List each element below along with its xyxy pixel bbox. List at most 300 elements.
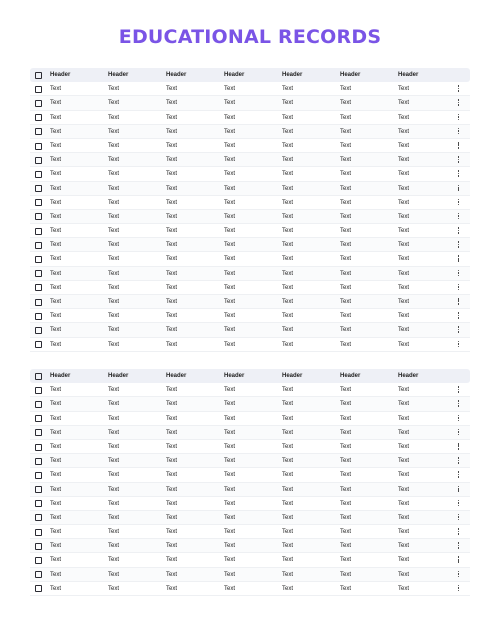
table-cell: Text bbox=[224, 585, 236, 592]
table-row bbox=[30, 111, 470, 125]
more-vertical-icon[interactable] bbox=[457, 457, 460, 466]
table-cell: Text bbox=[166, 86, 178, 93]
table-cell: Text bbox=[398, 472, 410, 479]
column-header: Header bbox=[166, 72, 187, 78]
row-checkbox[interactable] bbox=[35, 341, 42, 348]
table-cell: Text bbox=[50, 270, 62, 277]
table-cell: Text bbox=[340, 543, 352, 550]
table-row bbox=[30, 139, 470, 153]
table-cell: Text bbox=[340, 486, 352, 493]
row-checkbox[interactable] bbox=[35, 529, 42, 536]
table-cell: Text bbox=[166, 313, 178, 320]
table-cell: Text bbox=[282, 86, 294, 93]
table-cell: Text bbox=[108, 128, 120, 135]
table-cell: Text bbox=[108, 313, 120, 320]
table-cell: Text bbox=[166, 557, 178, 564]
row-checkbox[interactable] bbox=[35, 486, 42, 493]
table-cell: Text bbox=[224, 500, 236, 507]
more-vertical-icon[interactable] bbox=[457, 227, 460, 236]
table-cell: Text bbox=[50, 543, 62, 550]
table-cell: Text bbox=[398, 543, 410, 550]
row-checkbox[interactable] bbox=[35, 557, 42, 564]
table-cell: Text bbox=[166, 242, 178, 249]
row-checkbox[interactable] bbox=[35, 86, 42, 93]
row-checkbox[interactable] bbox=[35, 128, 42, 135]
table-row bbox=[30, 252, 470, 266]
more-vertical-icon[interactable] bbox=[457, 85, 460, 94]
table-cell: Text bbox=[282, 529, 294, 536]
table-cell: Text bbox=[224, 142, 236, 149]
table-cell: Text bbox=[108, 443, 120, 450]
more-vertical-icon[interactable] bbox=[457, 213, 460, 222]
table-cell: Text bbox=[398, 387, 410, 394]
table-cell: Text bbox=[166, 486, 178, 493]
more-vertical-icon[interactable] bbox=[457, 241, 460, 250]
table-cell: Text bbox=[224, 185, 236, 192]
table-cell: Text bbox=[282, 299, 294, 305]
table-cell: Text bbox=[50, 199, 62, 206]
more-vertical-icon[interactable] bbox=[457, 99, 460, 108]
table-cell: Text bbox=[108, 415, 120, 422]
table-cell: Text bbox=[398, 585, 410, 592]
row-checkbox[interactable] bbox=[35, 256, 42, 263]
table-cell: Text bbox=[50, 256, 62, 263]
more-vertical-icon[interactable] bbox=[457, 400, 460, 409]
table-cell: Text bbox=[282, 171, 294, 178]
table-cell: Text bbox=[166, 529, 178, 536]
column-header: Header bbox=[398, 72, 419, 78]
table-cell: Text bbox=[340, 299, 352, 305]
table-cell: Text bbox=[224, 415, 236, 422]
table-cell: Text bbox=[50, 142, 62, 149]
table-cell: Text bbox=[108, 500, 120, 507]
table-cell: Text bbox=[224, 458, 236, 465]
table-cell: Text bbox=[166, 571, 178, 578]
table-cell: Text bbox=[340, 86, 352, 93]
table-cell: Text bbox=[108, 514, 120, 521]
column-header: Header bbox=[340, 72, 361, 78]
table-row bbox=[30, 167, 470, 181]
table-cell: Text bbox=[398, 486, 410, 493]
table-cell: Text bbox=[224, 429, 236, 436]
more-vertical-icon[interactable] bbox=[457, 486, 460, 495]
table-cell: Text bbox=[282, 571, 294, 578]
table-cell: Text bbox=[282, 185, 294, 192]
table-cell: Text bbox=[282, 114, 294, 121]
row-checkbox[interactable] bbox=[35, 114, 42, 121]
table-cell: Text bbox=[282, 585, 294, 592]
table-cell: Text bbox=[398, 500, 410, 507]
table-cell: Text bbox=[282, 199, 294, 206]
row-checkbox[interactable] bbox=[35, 270, 42, 277]
row-checkbox[interactable] bbox=[35, 299, 42, 306]
table-cell: Text bbox=[282, 242, 294, 249]
row-checkbox[interactable] bbox=[35, 500, 42, 507]
table-cell: Text bbox=[50, 242, 62, 249]
row-checkbox[interactable] bbox=[35, 284, 42, 291]
table-cell: Text bbox=[398, 157, 410, 164]
row-checkbox[interactable] bbox=[35, 514, 42, 521]
table-cell: Text bbox=[340, 100, 352, 107]
row-checkbox[interactable] bbox=[35, 157, 42, 164]
table-cell: Text bbox=[398, 401, 410, 408]
table-cell: Text bbox=[398, 114, 410, 121]
table-cell: Text bbox=[340, 313, 352, 320]
table-cell: Text bbox=[108, 341, 120, 348]
table-cell: Text bbox=[166, 157, 178, 164]
table-cell: Text bbox=[166, 327, 178, 334]
more-vertical-icon[interactable] bbox=[457, 326, 460, 335]
table-row bbox=[30, 309, 470, 323]
table-cell: Text bbox=[340, 529, 352, 536]
table-row bbox=[30, 440, 470, 454]
more-vertical-icon[interactable] bbox=[457, 114, 460, 123]
table-cell: Text bbox=[282, 458, 294, 465]
table-cell: Text bbox=[398, 142, 410, 149]
page-title: EDUCATIONAL RECORDS bbox=[118, 26, 382, 48]
table-cell: Text bbox=[108, 242, 120, 249]
table-cell: Text bbox=[398, 341, 410, 348]
table-cell: Text bbox=[224, 571, 236, 578]
more-vertical-icon[interactable] bbox=[457, 156, 460, 165]
table-cell: Text bbox=[224, 157, 236, 164]
table-cell: Text bbox=[224, 171, 236, 178]
more-vertical-icon[interactable] bbox=[457, 443, 460, 452]
table-row bbox=[30, 210, 470, 224]
table-cell: Text bbox=[166, 387, 178, 394]
table-cell: Text bbox=[108, 270, 120, 277]
table-cell: Text bbox=[50, 486, 62, 493]
table-cell: Text bbox=[398, 327, 410, 334]
table-cell: Text bbox=[398, 213, 410, 220]
table-cell: Text bbox=[340, 571, 352, 578]
more-vertical-icon[interactable] bbox=[457, 298, 460, 307]
table-cell: Text bbox=[398, 199, 410, 206]
table-cell: Text bbox=[108, 472, 120, 479]
row-checkbox[interactable] bbox=[35, 571, 42, 578]
table-row bbox=[30, 582, 470, 596]
table-cell: Text bbox=[166, 401, 178, 408]
row-checkbox[interactable] bbox=[35, 100, 42, 107]
table-cell: Text bbox=[108, 256, 120, 263]
table-cell: Text bbox=[282, 284, 294, 291]
column-header: Header bbox=[50, 72, 71, 78]
table-cell: Text bbox=[108, 299, 120, 305]
table-cell: Text bbox=[398, 299, 410, 305]
more-vertical-icon[interactable] bbox=[457, 429, 460, 438]
records-table-2 bbox=[30, 369, 470, 596]
table-cell: Text bbox=[340, 387, 352, 394]
table-cell: Text bbox=[166, 458, 178, 465]
table-cell: Text bbox=[340, 458, 352, 465]
table-cell: Text bbox=[340, 142, 352, 149]
table-cell: Text bbox=[340, 242, 352, 249]
table-cell: Text bbox=[282, 401, 294, 408]
table-cell: Text bbox=[340, 114, 352, 121]
row-checkbox[interactable] bbox=[35, 228, 42, 235]
column-header: Header bbox=[282, 72, 303, 78]
column-header: Header bbox=[224, 72, 245, 78]
table-cell: Text bbox=[166, 185, 178, 192]
table-cell: Text bbox=[282, 429, 294, 436]
more-vertical-icon[interactable] bbox=[457, 556, 460, 565]
more-vertical-icon[interactable] bbox=[457, 270, 460, 279]
more-vertical-icon[interactable] bbox=[457, 255, 460, 264]
table-cell: Text bbox=[398, 86, 410, 93]
table-row bbox=[30, 96, 470, 110]
column-header: Header bbox=[224, 373, 245, 379]
table-cell: Text bbox=[50, 213, 62, 220]
more-vertical-icon[interactable] bbox=[457, 312, 460, 321]
table-cell: Text bbox=[224, 86, 236, 93]
more-vertical-icon[interactable] bbox=[457, 386, 460, 395]
table-cell: Text bbox=[108, 228, 120, 235]
select-all-checkbox[interactable] bbox=[35, 72, 42, 79]
more-vertical-icon[interactable] bbox=[457, 199, 460, 208]
table-cell: Text bbox=[340, 514, 352, 521]
table-row bbox=[30, 539, 470, 553]
table-cell: Text bbox=[282, 256, 294, 263]
row-checkbox[interactable] bbox=[35, 171, 42, 178]
table-cell: Text bbox=[282, 313, 294, 320]
table-cell: Text bbox=[340, 256, 352, 263]
table-row bbox=[30, 238, 470, 252]
row-checkbox[interactable] bbox=[35, 213, 42, 220]
table-cell: Text bbox=[224, 199, 236, 206]
table-cell: Text bbox=[398, 242, 410, 249]
table-cell: Text bbox=[224, 228, 236, 235]
table-cell: Text bbox=[50, 429, 62, 436]
table-cell: Text bbox=[108, 557, 120, 564]
table-row bbox=[30, 224, 470, 238]
table-row bbox=[30, 182, 470, 196]
row-checkbox[interactable] bbox=[35, 415, 42, 422]
table-cell: Text bbox=[166, 199, 178, 206]
table-cell: Text bbox=[224, 114, 236, 121]
more-vertical-icon[interactable] bbox=[457, 284, 460, 293]
table-cell: Text bbox=[108, 284, 120, 291]
select-all-checkbox[interactable] bbox=[35, 373, 42, 380]
table-cell: Text bbox=[340, 157, 352, 164]
column-header: Header bbox=[398, 373, 419, 379]
table-cell: Text bbox=[224, 128, 236, 135]
more-vertical-icon[interactable] bbox=[457, 170, 460, 179]
table-cell: Text bbox=[340, 213, 352, 220]
column-header: Header bbox=[108, 373, 129, 379]
table-row bbox=[30, 468, 470, 482]
table-cell: Text bbox=[282, 228, 294, 235]
table-row bbox=[30, 497, 470, 511]
row-checkbox[interactable] bbox=[35, 327, 42, 334]
row-checkbox[interactable] bbox=[35, 543, 42, 550]
table-cell: Text bbox=[340, 401, 352, 408]
records-table-1 bbox=[30, 68, 470, 352]
table-row bbox=[30, 525, 470, 539]
table-cell: Text bbox=[398, 571, 410, 578]
table-cell: Text bbox=[166, 142, 178, 149]
table-row bbox=[30, 383, 470, 397]
table-cell: Text bbox=[282, 270, 294, 277]
table-cell: Text bbox=[50, 185, 62, 192]
table-cell: Text bbox=[282, 415, 294, 422]
table-cell: Text bbox=[108, 213, 120, 220]
table-cell: Text bbox=[108, 114, 120, 121]
row-checkbox[interactable] bbox=[35, 458, 42, 465]
more-vertical-icon[interactable] bbox=[457, 142, 460, 151]
table-cell: Text bbox=[224, 270, 236, 277]
table-cell: Text bbox=[398, 171, 410, 178]
table-cell: Text bbox=[50, 387, 62, 394]
more-vertical-icon[interactable] bbox=[457, 542, 460, 551]
table-row bbox=[30, 82, 470, 96]
table-cell: Text bbox=[224, 529, 236, 536]
table-cell: Text bbox=[166, 213, 178, 220]
table-cell: Text bbox=[166, 415, 178, 422]
table-cell: Text bbox=[224, 213, 236, 220]
more-vertical-icon[interactable] bbox=[457, 571, 460, 580]
table-cell: Text bbox=[166, 543, 178, 550]
row-checkbox[interactable] bbox=[35, 429, 42, 436]
table-cell: Text bbox=[340, 472, 352, 479]
table-row bbox=[30, 568, 470, 582]
table-row bbox=[30, 483, 470, 497]
table-cell: Text bbox=[108, 585, 120, 592]
table-cell: Text bbox=[340, 429, 352, 436]
table-cell: Text bbox=[108, 142, 120, 149]
table-cell: Text bbox=[108, 157, 120, 164]
more-vertical-icon[interactable] bbox=[457, 514, 460, 523]
table-cell: Text bbox=[166, 299, 178, 305]
table-cell: Text bbox=[108, 387, 120, 394]
more-vertical-icon[interactable] bbox=[457, 585, 460, 594]
table-cell: Text bbox=[166, 284, 178, 291]
table-cell: Text bbox=[282, 500, 294, 507]
table-cell: Text bbox=[398, 256, 410, 263]
table-cell: Text bbox=[166, 443, 178, 450]
table-cell: Text bbox=[50, 86, 62, 93]
more-vertical-icon[interactable] bbox=[457, 128, 460, 137]
table-cell: Text bbox=[340, 284, 352, 291]
more-vertical-icon[interactable] bbox=[457, 500, 460, 509]
table-cell: Text bbox=[282, 472, 294, 479]
table-cell: Text bbox=[166, 114, 178, 121]
table-cell: Text bbox=[166, 514, 178, 521]
table-cell: Text bbox=[282, 341, 294, 348]
table-cell: Text bbox=[108, 571, 120, 578]
table-cell: Text bbox=[50, 114, 62, 121]
table-row bbox=[30, 125, 470, 139]
table-row bbox=[30, 338, 470, 352]
column-header: Header bbox=[166, 373, 187, 379]
row-checkbox[interactable] bbox=[35, 401, 42, 408]
table-cell: Text bbox=[398, 313, 410, 320]
table-cell: Text bbox=[50, 443, 62, 450]
table-cell: Text bbox=[166, 472, 178, 479]
table-cell: Text bbox=[398, 185, 410, 192]
row-checkbox[interactable] bbox=[35, 472, 42, 479]
table-cell: Text bbox=[50, 128, 62, 135]
table-cell: Text bbox=[166, 128, 178, 135]
table-row bbox=[30, 511, 470, 525]
table-cell: Text bbox=[166, 585, 178, 592]
row-checkbox[interactable] bbox=[35, 143, 42, 150]
row-checkbox[interactable] bbox=[35, 387, 42, 394]
more-vertical-icon[interactable] bbox=[457, 471, 460, 480]
table-cell: Text bbox=[108, 458, 120, 465]
table-cell: Text bbox=[50, 313, 62, 320]
table-cell: Text bbox=[166, 256, 178, 263]
table-cell: Text bbox=[340, 327, 352, 334]
table-cell: Text bbox=[398, 429, 410, 436]
table-cell: Text bbox=[50, 100, 62, 107]
table-cell: Text bbox=[282, 128, 294, 135]
table-cell: Text bbox=[50, 171, 62, 178]
table-cell: Text bbox=[50, 299, 62, 305]
table-cell: Text bbox=[282, 486, 294, 493]
table-cell: Text bbox=[224, 327, 236, 334]
table-cell: Text bbox=[224, 514, 236, 521]
table-row bbox=[30, 153, 470, 167]
row-checkbox[interactable] bbox=[35, 242, 42, 249]
table-cell: Text bbox=[224, 313, 236, 320]
table-cell: Text bbox=[398, 458, 410, 465]
table-cell: Text bbox=[282, 543, 294, 550]
table-cell: Text bbox=[166, 500, 178, 507]
table-cell: Text bbox=[224, 341, 236, 348]
table-cell: Text bbox=[166, 228, 178, 235]
column-header: Header bbox=[282, 373, 303, 379]
table-cell: Text bbox=[108, 401, 120, 408]
table-row bbox=[30, 397, 470, 411]
table-cell: Text bbox=[340, 415, 352, 422]
table-cell: Text bbox=[398, 100, 410, 107]
table-cell: Text bbox=[224, 557, 236, 564]
row-checkbox[interactable] bbox=[35, 444, 42, 451]
table-row bbox=[30, 267, 470, 281]
more-vertical-icon[interactable] bbox=[457, 528, 460, 537]
more-vertical-icon[interactable] bbox=[457, 341, 460, 350]
table-cell: Text bbox=[282, 100, 294, 107]
table-cell: Text bbox=[398, 270, 410, 277]
column-header: Header bbox=[340, 373, 361, 379]
table-cell: Text bbox=[166, 341, 178, 348]
table-cell: Text bbox=[166, 171, 178, 178]
table-cell: Text bbox=[282, 157, 294, 164]
table-cell: Text bbox=[50, 327, 62, 334]
row-checkbox[interactable] bbox=[35, 185, 42, 192]
table-cell: Text bbox=[282, 514, 294, 521]
table-cell: Text bbox=[282, 443, 294, 450]
table-cell: Text bbox=[398, 284, 410, 291]
row-checkbox[interactable] bbox=[35, 313, 42, 320]
table-cell: Text bbox=[340, 228, 352, 235]
table-cell: Text bbox=[50, 500, 62, 507]
table-cell: Text bbox=[108, 86, 120, 93]
row-checkbox[interactable] bbox=[35, 199, 42, 206]
more-vertical-icon[interactable] bbox=[457, 185, 460, 194]
table-cell: Text bbox=[398, 443, 410, 450]
table-cell: Text bbox=[50, 284, 62, 291]
row-checkbox[interactable] bbox=[35, 585, 42, 592]
column-header: Header bbox=[108, 72, 129, 78]
table-cell: Text bbox=[340, 171, 352, 178]
table-cell: Text bbox=[340, 557, 352, 564]
table-row bbox=[30, 412, 470, 426]
more-vertical-icon[interactable] bbox=[457, 415, 460, 424]
table-cell: Text bbox=[282, 557, 294, 564]
table-cell: Text bbox=[398, 529, 410, 536]
table-cell: Text bbox=[108, 543, 120, 550]
